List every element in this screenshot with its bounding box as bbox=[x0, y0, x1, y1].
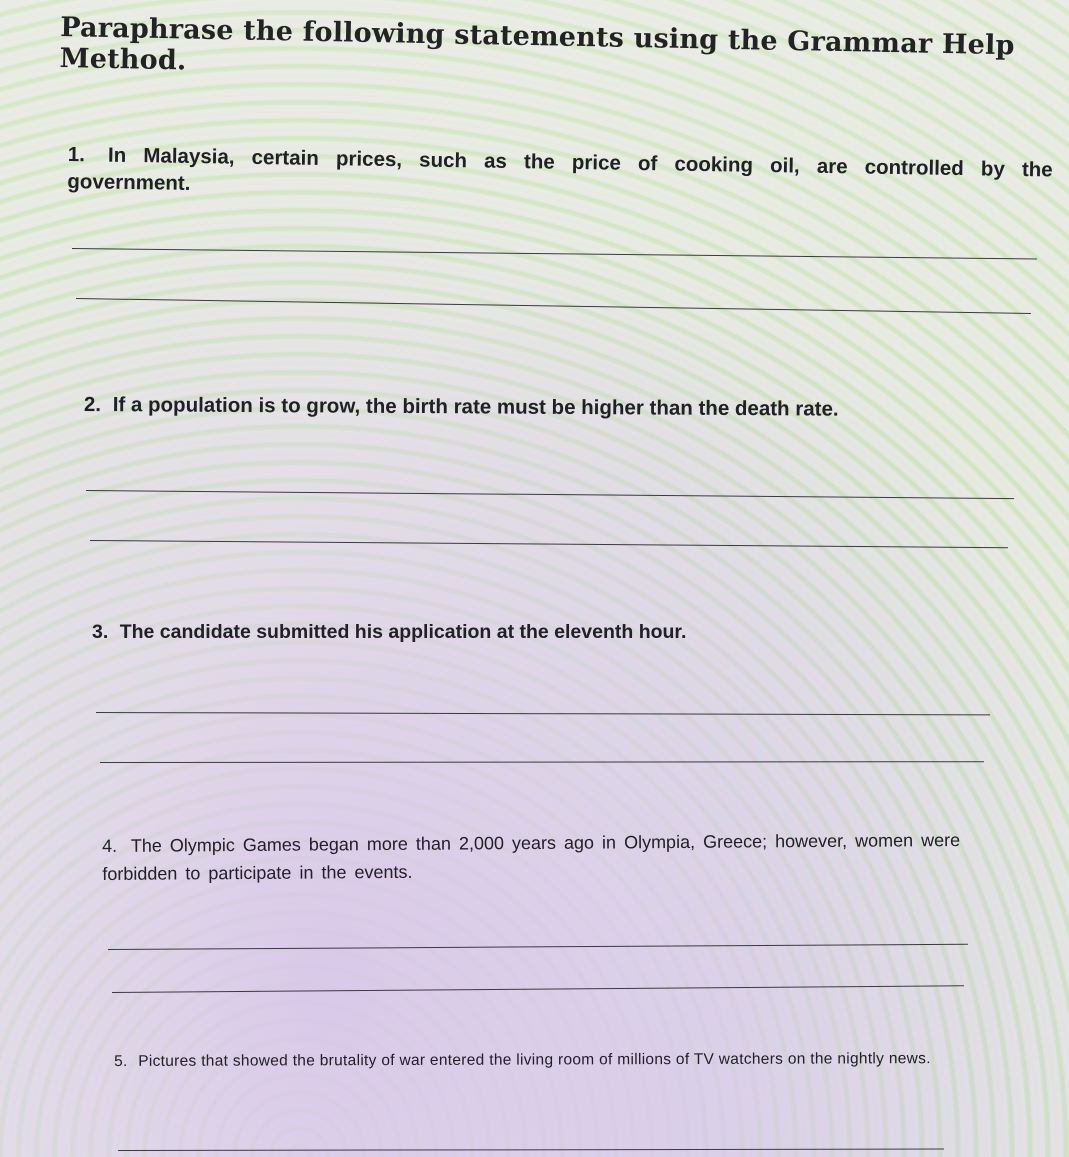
answer-line-4a[interactable] bbox=[108, 944, 968, 950]
question-1 bbox=[67, 142, 1053, 211]
answer-line-1b[interactable] bbox=[76, 298, 1031, 314]
question-5 bbox=[114, 1045, 974, 1075]
question-3 bbox=[92, 620, 912, 645]
question-number: 3. bbox=[92, 621, 109, 643]
answer-line-3a[interactable] bbox=[96, 712, 990, 715]
question-text: If a population is to grow, the birth rate must be higher than the death rate. bbox=[112, 393, 839, 421]
question-text: The Olympic Games began more than 2,000 years ago in Olympia, Greece; however, women were forbidden to participate in the events. bbox=[102, 830, 961, 884]
answer-line-2b[interactable] bbox=[90, 540, 1008, 548]
answer-line-3b[interactable] bbox=[100, 761, 984, 763]
question-4 bbox=[102, 827, 982, 889]
answer-line-2a[interactable] bbox=[86, 490, 1014, 499]
worksheet-title: Paraphrase the following statements using the Grammar Help Method. bbox=[59, 12, 1015, 77]
question-number: 1. bbox=[67, 142, 86, 167]
question-text: The candidate submitted his application at the eleventh hour. bbox=[119, 621, 687, 643]
question-text: Pictures that showed the brutality of war entered the living room of millions of TV watchers on the nightly news. bbox=[138, 1050, 931, 1070]
answer-line-5a[interactable] bbox=[118, 1149, 944, 1151]
question-2 bbox=[84, 392, 984, 424]
answer-line-1a[interactable] bbox=[72, 248, 1037, 259]
question-number: 2. bbox=[83, 392, 102, 417]
question-number: 4. bbox=[102, 835, 118, 856]
question-text: In Malaysia, certain prices, such as the price of cooking oil, are controlled by the government. bbox=[67, 143, 1053, 195]
question-number: 5. bbox=[114, 1052, 128, 1070]
answer-line-4b[interactable] bbox=[112, 985, 964, 993]
